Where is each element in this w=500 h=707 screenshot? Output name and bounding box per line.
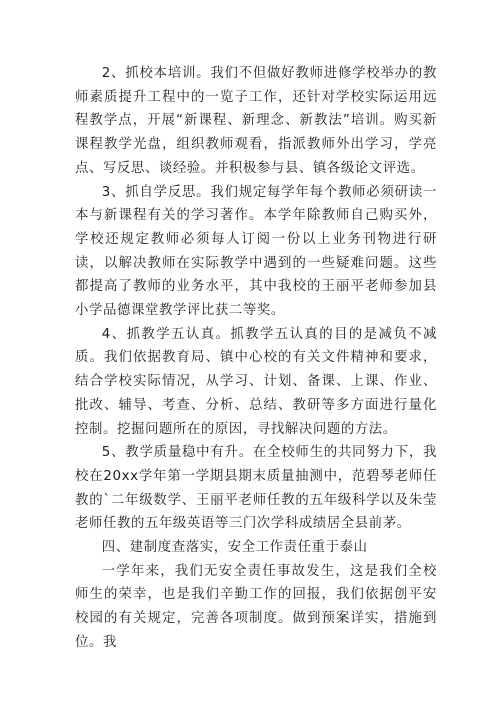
paragraph-self-study: 3、抓自学反思。我们规定每学年每个教师必须研读一本与新课程有关的学习著作。本学年除教师自己购买外，学校还规定教师必须每人订阅一份以上业务刊物进行研读，以解决教师在实际教学中遇到的一些疑难问题。这些都提高了教师的业务水平，其中我校的王丽平老师参加县小学品德课堂教学评比获二等奖。 xyxy=(75,184,437,319)
paragraph-five-earnest: 4、抓教学五认真。抓教学五认真的目的是减负不减质。我们依据教育局、镇中心校的有关文件精神和要求，结合学校实际情况，从学习、计划、备课、上课、作业、批改、辅导、考查、分析、总结、教研等多方面进行量化控制。挖掘问题所在的原因，寻找解决问题的方法。 xyxy=(75,326,437,437)
paragraph-safety: 一学年来，我们无安全责任事故发生，这是我们全校师生的荣幸，也是我们辛勤工作的回报，我们依据创平安校园的有关规定，完善各项制度。做到预案详实，措施到位。我 xyxy=(75,563,437,650)
paragraph-teacher-training: 2、抓校本培训。我们不但做好教师进修学校举办的教师素质提升工程中的一览子工作，还针对学校实际运用远程教学点，开展“新课程、新理念、新教法”培训。购买新课程教学光盘，组织教师观看，指派教师外出学习，学亮点、写反思、谈经验。并积极参与县、镇各级论文评选。 xyxy=(75,66,437,176)
paragraph-teaching-quality: 5、教学质量稳中有升。在全校师生的共同努力下，我校在20xx学年第一学期县期末质量抽测中，范碧琴老师任教的`二年级数学、王丽平老师任教的五年级科学以及朱莹老师任教的五年级英语等三门次学科成绩居全县前茅。 xyxy=(75,445,437,532)
document-body xyxy=(75,62,437,655)
section-heading-safety: 四、建制度查落实，安全工作责任重于泰山 xyxy=(101,540,368,556)
